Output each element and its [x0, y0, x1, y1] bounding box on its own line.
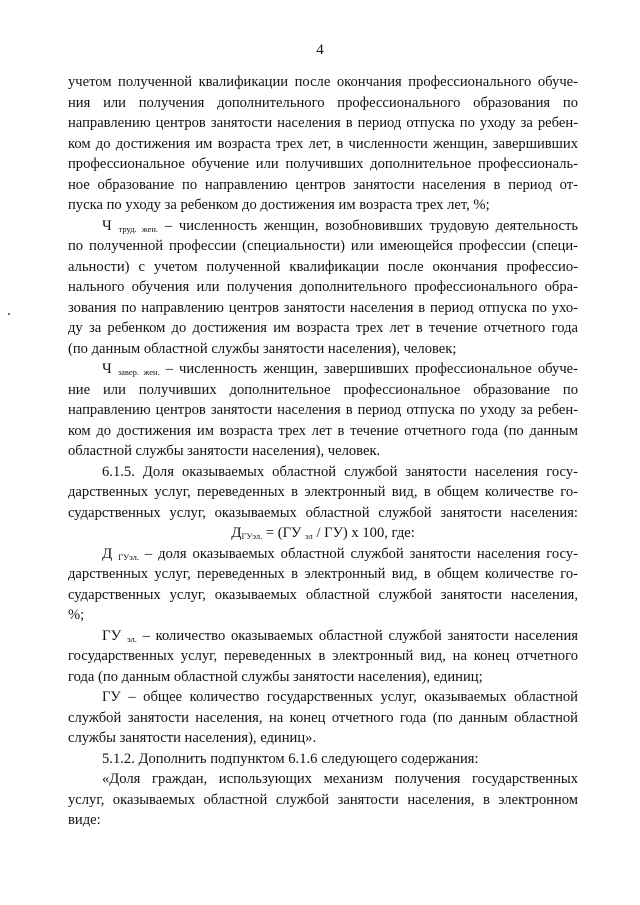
formula-line: [68, 523, 578, 544]
scan-speck: [8, 313, 10, 315]
text-fragment: – численность женщин, возобновивших трудовую деятельность: [158, 217, 578, 234]
text-line: учетом полученной квалификации после окончания профессионального обуче-: [68, 74, 578, 90]
text-line: профессиональное обучение или получивших дополнительное профессиональ-: [68, 156, 578, 172]
text-line: виде:: [68, 812, 101, 828]
text-line: службы занятости населения), единиц».: [68, 730, 317, 746]
quote-line: «Доля граждан, использующих механизм получения государственных: [102, 771, 578, 787]
text-line: года (по данным областной службы занятости населения), единиц;: [68, 668, 483, 685]
definition-line: [68, 626, 578, 647]
text-line: альности) с учетом полученной квалификации после окончания профессио-: [68, 258, 578, 275]
text-fragment: – численность женщин, завершивших профессиональное обуче-: [159, 361, 579, 377]
text-line: службой занятости населения, на конец отчетного года (по данным областной: [68, 709, 578, 726]
symbol: Ч: [102, 361, 112, 377]
text-line: ное образование по направлению центров занятости населения в период от-: [68, 176, 578, 193]
text-line: ния или получения дополнительного профессионального образования по: [68, 94, 578, 111]
formula-fragment: = (ГУ: [262, 525, 306, 541]
text-line: ком до достижения им возраста трех лет в течение отчетного года (по данным: [68, 422, 578, 439]
text-line: ду за ребенком до достижения им возраста трех лет в течение отчетного года: [68, 320, 578, 336]
text-line: сударственных услуг, оказываемых областной службой занятости населения:: [68, 504, 578, 521]
clause-line: 5.1.2. Дополнить подпунктом 6.1.6 следующего содержания:: [102, 750, 479, 767]
text-line: ние или получивших дополнительное профессиональное образование по: [68, 381, 578, 398]
text-line: (по данным областной службы занятости населения), человек;: [68, 340, 457, 357]
definition-line: ГУ – общее количество государственных услуг, оказываемых областной: [102, 689, 578, 705]
clause-line: 6.1.5. Доля оказываемых областной службой занятости населения госу-: [102, 463, 578, 480]
text-fragment: – доля оказываемых областной службой занятости населения госу-: [138, 545, 578, 562]
text-fragment: – количество оказываемых областной службой занятости населения: [136, 627, 578, 644]
text-line: дарственных услуг, переведенных в электронный вид, в общем количестве го-: [68, 484, 578, 500]
definition-line: [68, 216, 578, 237]
text-line: нального обучения или получения дополнительного профессионального обра-: [68, 279, 578, 295]
text-line: зования по направлению центров занятости населения в период отпуска по ухо-: [68, 299, 578, 316]
text-line: дарственных услуг, переведенных в электронный вид, в общем количестве го-: [68, 566, 578, 582]
text-line: ком до достижения им возраста трех лет, в численности женщин, завершивших: [68, 135, 578, 152]
symbol-subscript: труд. жен.: [118, 223, 159, 234]
text-line: по полученной профессии (специальности) или имеющейся профессии (специ-: [68, 238, 578, 254]
symbol: Д: [102, 545, 113, 562]
text-line: областной службы занятости населения), человек.: [68, 443, 381, 459]
formula-subscript: ГУэл.: [241, 531, 263, 541]
text-line: %;: [68, 607, 85, 623]
symbol: ГУ: [102, 627, 122, 644]
text-line: пуска по уходу за ребенком до достижения им возраста трех лет, %;: [68, 197, 490, 213]
text-line: направлению центров занятости населения в период отпуска по уходу за ребен-: [68, 115, 578, 131]
symbol: Ч: [102, 217, 112, 234]
symbol-subscript: завер. жен.: [117, 367, 160, 377]
definition-line: [68, 544, 578, 565]
page-number: 4: [316, 42, 324, 58]
document-body: [68, 72, 578, 831]
text-line: услуг, оказываемых областной службой занятости населения, в электронном: [68, 791, 578, 808]
symbol-subscript: эл.: [127, 633, 137, 644]
text-line: государственных услуг, переведенных в электронный вид, на конец отчетного: [68, 648, 578, 664]
formula-subscript: эл: [305, 531, 313, 541]
formula-symbol: Д: [231, 525, 242, 541]
symbol-subscript: ГУэл.: [118, 551, 139, 562]
text-line: сударственных услуг, оказываемых областной службой занятости населения,: [68, 586, 578, 603]
text-line: направлению центров занятости населения в период отпуска по уходу за ребен-: [68, 402, 578, 418]
definition-line: [68, 359, 578, 380]
formula-fragment: / ГУ) х 100, где:: [312, 525, 415, 541]
